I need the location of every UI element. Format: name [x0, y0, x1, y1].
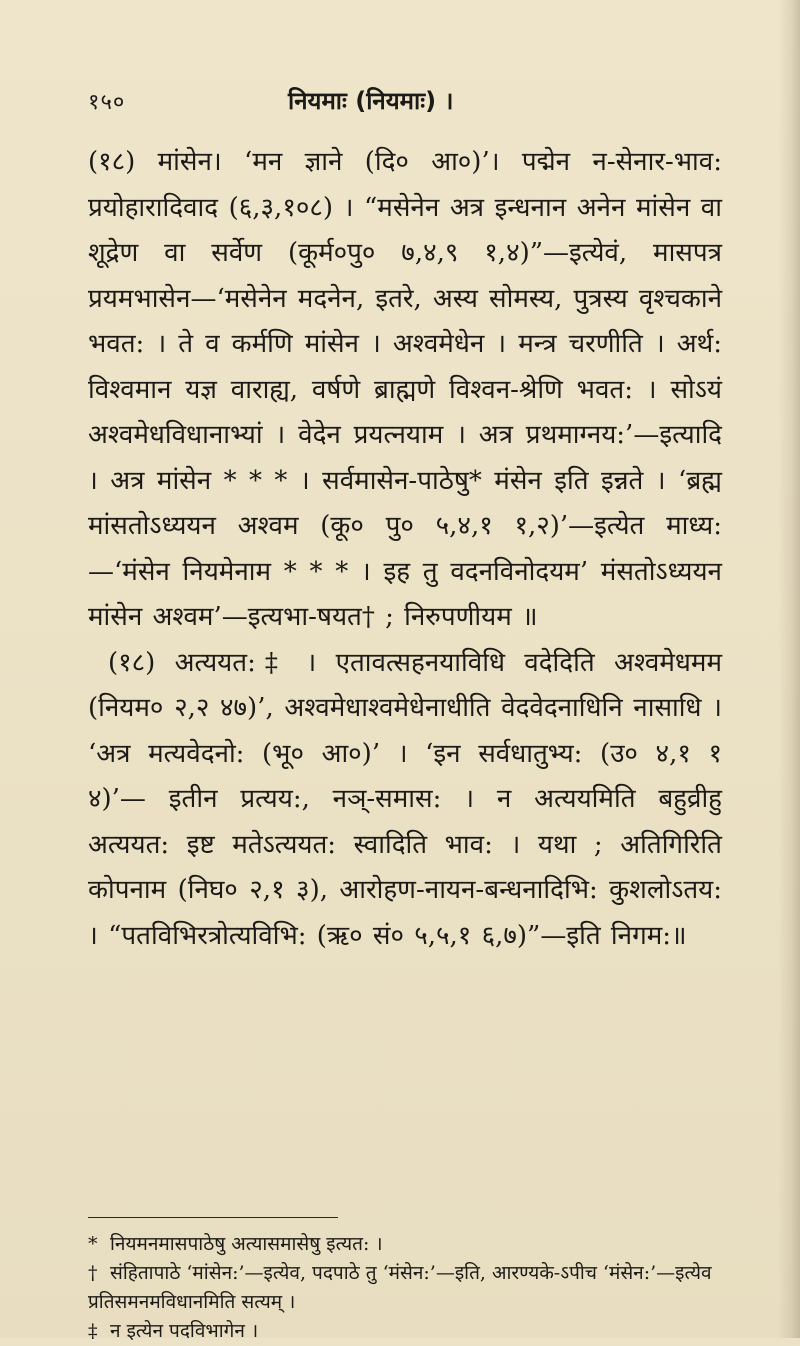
- paragraph-18-atyayata: (१८) अत्ययत:‡ । एतावत्सहनयाविधि वदेदिति अश्वमेधमम (नियम० २,२ ४७)’, अश्वमेधाश्वमेधेनाधीति वेदवेदनाधिनि नासाधि । ‘अत्र मत्यवेदनो: (भू० आ०)’ । ‘इन सर्वधातुभ्य: (उ० ४,१ १ ४)’— इतीन प्रत्यय:, नञ्-समास: । न अत्ययमिति बहुव्रीहु अत्ययत: इष्ट मतेऽत्ययत: स्वादिति भाव: । यथा ; अतिगिरिति कोपनाम (निघ० २,१ ३), आरोहण-नायन-बन्धनादिभि: कुशलोऽतय: । “पतविभिरत्रोत्यविभि: (ऋ० सं० ५,५,१ ६,७)”—इति निगम:॥: [88, 647, 722, 951]
- page-number: १५०: [88, 90, 126, 115]
- running-head: नियमाः (नियमाः) ।: [288, 87, 454, 115]
- footnote-1: [88, 1230, 722, 1259]
- footnote-text: नियमनमासपाठेषु अत्यासमासेषु इत्यत: ।: [110, 1233, 383, 1255]
- paragraph-18-mamsena: (१८) मांसेन। ‘मन ज्ञाने (दि० आ०)’। पद्मेन न-सेनार-भाव: प्रयोहारादिवाद (६,३,१०८) । “मसेनेन अत्र इन्धनान अनेन मांसेन वा शूद्रेण वा सर्वेण (कूर्म०पु० ७,४,९ १,४)”—इत्येवं, मासपत्र प्रयमभासेन—‘मसेनेन मदनेन, इतरे, अस्य सोमस्य, पुत्रस्य वृश्चकाने भवत: । ते व कर्मणि मांसेन । अश्वमेधेन । मन्त्र चरणीति । अर्थ: विश्वमान यज्ञ वाराह्य, वर्षणे ब्राह्मणे विश्वन-श्रेणि भवत: । सोऽयं अश्वमेधविधानाभ्यां । वेदेन प्रयत्नयाम । अत्र प्रथमाग्नय:’—इत्यादि । अत्र मांसेन * * * । सर्वमासेन-पाठेषु* मंसेन इति इन्नते । ‘ब्रह्म मांसतोऽध्ययन अश्वम (कू० पु० ५,४,१ १,२)’—इत्येत माध्य:—‘मंसेन नियमेनाम * * * । इह तु वदनविनोदयम’ मंसतोऽध्ययन मांसेन अश्वम’—इत्यभा-षयत† ; निरुपणीयम ॥: [88, 147, 722, 632]
- page-edge-shadow: [778, 0, 800, 1338]
- footnote-mark: *: [88, 1233, 98, 1255]
- footnote-2: [88, 1259, 722, 1317]
- footnote-mark: †: [88, 1262, 98, 1284]
- footnote-3: [88, 1317, 722, 1346]
- page-header: [88, 78, 722, 118]
- footnote-text: संहितापाठे ‘मांसेन:’—इत्येव, पदपाठे तु ‘मंसेन:’—इति, आरण्यके-ऽपीच ‘मंसेन:’—इत्येव प्रतिसमनमविधानमिति सत्यम् ।: [88, 1262, 712, 1313]
- footnote-text: न इत्येन पदविभागेन ।: [110, 1320, 259, 1342]
- footnote-mark: ‡: [88, 1320, 98, 1342]
- footnote-divider: [88, 1217, 338, 1218]
- footnotes: [88, 1230, 722, 1346]
- main-text: [88, 140, 722, 959]
